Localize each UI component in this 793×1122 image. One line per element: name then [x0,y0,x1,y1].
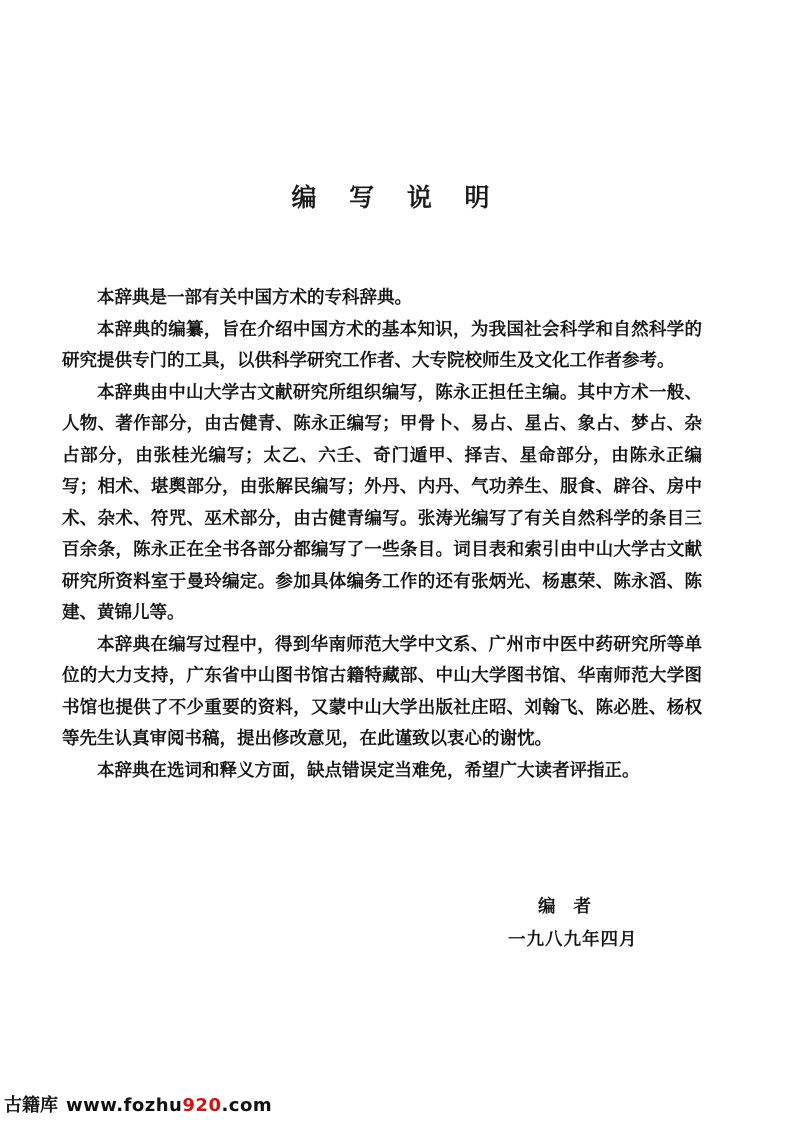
paragraph-2: 本辞典的编纂，旨在介绍中国方术的基本知识，为我国社会科学和自然科学的研究提供专门的工具，以供科学研究工作者、大专院校师生及文化工作者参考。 [62,319,702,371]
site-name: 古籍库 [4,1095,58,1116]
body-text [62,283,702,787]
paragraph-1: 本辞典是一部有关中国方术的专科辞典。 [97,288,412,308]
paragraph-4: 本辞典在编写过程中，得到华南师范大学中文系、广州市中医中药研究所等单位的大力支持，广东省中山图书馆古籍特藏部、中山大学图书馆、华南师范大学图书馆也提供了不少重要的资料，又蒙中山大学出版社庄昭、刘翰飞、陈必胜、杨权等先生认真审阅书稿，提出修改意见，在此谨致以衷心的谢忱。 [62,634,702,749]
page-title: 编 写 说 明 [291,183,502,212]
signature: 编者 [538,897,609,917]
signature-date: 一九八九年四月 [508,930,638,950]
paragraph-5: 本辞典在选词和释义方面，缺点错误定当难免，希望广大读者评指正。 [97,760,640,781]
url-suffix: .com [221,1095,273,1116]
site-url [66,1095,272,1116]
url-number: 920 [182,1095,222,1116]
paragraph-3: 本辞典由中山大学古文献研究所组织编写，陈永正担任主编。其中方术一般、人物、著作部分，由古健青、陈永正编写；甲骨卜、易占、星占、象占、梦占、杂占部分，由张桂光编写；太乙、六壬、奇门遁甲、择吉、星命部分，由陈永正编写；相术、堪舆部分，由张解民编写；外丹、内丹、气功养生、服食、辟谷、房中术、杂术、符咒、巫术部分，由古健青编写。张涛光编写了有关自然科学的条目三百余条，陈永正在全书各部分都编写了一些条目。词目表和索引由中山大学古文献研究所资料室于曼玲编定。参加具体编务工作的还有张炳光、杨惠荣、陈永滔、陈建、黄锦儿等。 [62,382,702,623]
watermark-footer [4,1091,272,1117]
url-prefix: www.fozhu [66,1095,183,1116]
